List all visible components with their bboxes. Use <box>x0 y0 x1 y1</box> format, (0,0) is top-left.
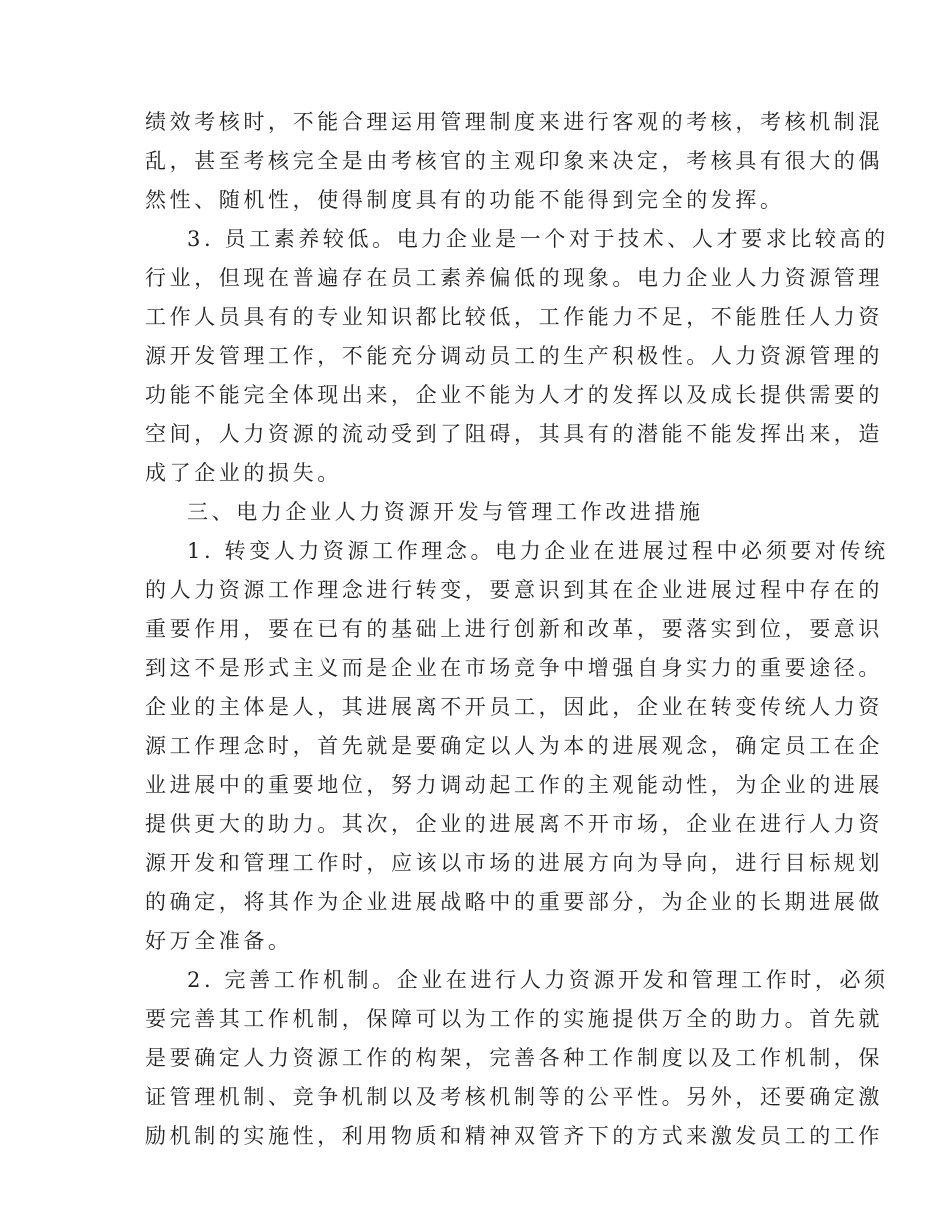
section-heading: 三、电力企业人力资源开发与管理工作改进措施 <box>187 500 704 524</box>
text-line: 成了企业的损失。 <box>145 461 342 485</box>
text-line: 的确定，将其作为企业进展战略中的重要部分，为企业的长期进展做 <box>145 890 883 914</box>
text-line: 企业的主体是人，其进展离不开员工，因此，企业在转变传统人力资 <box>145 695 883 719</box>
text-line: 空间，人力资源的流动受到了阻碍，其具有的潜能不能发挥出来，造 <box>145 422 883 446</box>
text-line: 1. 转变人力资源工作理念。电力企业在进展过程中必须要对传统 <box>187 539 889 563</box>
text-line: 源工作理念时，首先就是要确定以人为本的进展观念，确定员工在企 <box>145 734 883 758</box>
text-line: 好万全准备。 <box>145 929 293 953</box>
text-line: 提供更大的助力。其次，企业的进展离不开市场，企业在进行人力资 <box>145 812 883 836</box>
text-line: 乱，甚至考核完全是由考核官的主观印象来决定，考核具有很大的偶 <box>145 149 883 173</box>
text-line: 行业，但现在普遍存在员工素养偏低的现象。电力企业人力资源管理 <box>145 266 883 290</box>
text-line: 绩效考核时，不能合理运用管理制度来进行客观的考核，考核机制混 <box>145 110 883 134</box>
text-line: 是要确定人力资源工作的构架，完善各种工作制度以及工作机制，保 <box>145 1046 883 1070</box>
text-line: 源开发和管理工作时，应该以市场的进展方向为导向，进行目标规划 <box>145 851 883 875</box>
text-line: 然性、随机性，使得制度具有的功能不能得到完全的发挥。 <box>145 188 785 212</box>
text-line: 的人力资源工作理念进行转变，要意识到其在企业进展过程中存在的 <box>145 578 883 602</box>
text-line: 源开发管理工作，不能充分调动员工的生产积极性。人力资源管理的 <box>145 344 883 368</box>
text-line: 2. 完善工作机制。企业在进行人力资源开发和管理工作时，必须 <box>187 968 889 992</box>
text-line: 重要作用，要在已有的基础上进行创新和改革，要落实到位，要意识 <box>145 617 883 641</box>
text-line: 到这不是形式主义而是企业在市场竞争中增强自身实力的重要途径。 <box>145 656 883 680</box>
text-line: 要完善其工作机制，保障可以为工作的实施提供万全的助力。首先就 <box>145 1007 883 1031</box>
text-line: 励机制的实施性，利用物质和精神双管齐下的方式来激发员工的工作 <box>145 1124 883 1148</box>
text-line: 工作人员具有的专业知识都比较低，工作能力不足，不能胜任人力资 <box>145 305 883 329</box>
text-line: 业进展中的重要地位，努力调动起工作的主观能动性，为企业的进展 <box>145 773 883 797</box>
text-line: 功能不能完全体现出来，企业不能为人才的发挥以及成长提供需要的 <box>145 383 883 407</box>
text-line: 3. 员工素养较低。电力企业是一个对于技术、人才要求比较高的 <box>187 227 889 251</box>
text-line: 证管理机制、竞争机制以及考核机制等的公平性。另外，还要确定激 <box>145 1085 883 1109</box>
